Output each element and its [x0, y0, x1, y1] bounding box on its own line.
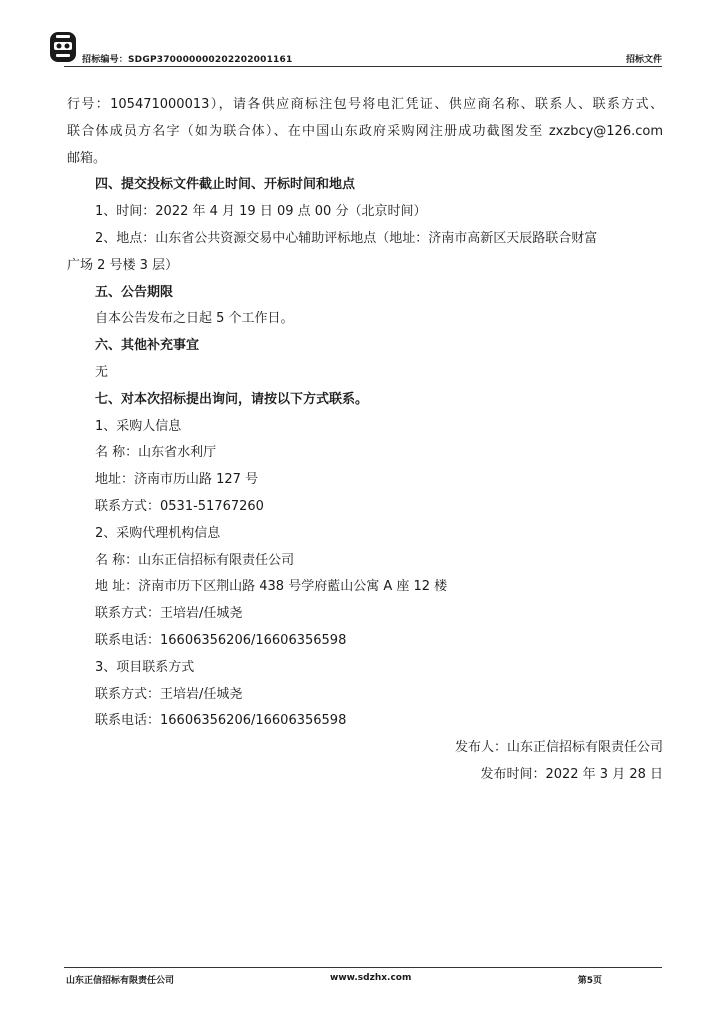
- section-heading-4: 四、提交投标文件截止时间、开标时间和地点: [95, 177, 356, 193]
- paragraph-line: 2、采购代理机构信息: [95, 525, 221, 541]
- agency-phone: 联系电话：16606356206/16606356598: [95, 632, 347, 648]
- purchaser-contact: 联系方式：0531-51767260: [95, 498, 264, 514]
- paragraph-line: 3、项目联系方式: [95, 659, 195, 675]
- agency-contact: 联系方式：王培岩/任城尧: [95, 606, 243, 622]
- page-header: [46, 30, 662, 70]
- section-heading-7: 七、对本次招标提出询问，请按以下方式联系。: [95, 391, 369, 407]
- paragraph-line: 2、地点：山东省公共资源交易中心辅助评标地点（地址：济南市高新区天辰路联合财富: [95, 230, 598, 246]
- footer-company: 山东正信招标有限责任公司: [66, 976, 175, 986]
- page-number: 第5页: [577, 976, 602, 986]
- paragraph-line: 1、时间：2022 年 4 月 19 日 09 点 00 分（北京时间）: [95, 204, 427, 220]
- section-heading-5: 五、公告期限: [95, 284, 174, 300]
- agency-name: 名 称：山东正信招标有限责任公司: [95, 552, 295, 568]
- paragraph-line: 联合体成员方名字（如为联合体）、在中国山东政府采购网注册成功截图发至 zxzbcy@126.com: [67, 123, 663, 139]
- header-divider: [64, 66, 662, 67]
- paragraph-line: 自本公告发布之日起 5 个工作日。: [95, 311, 294, 327]
- paragraph-line: 1、采购人信息: [95, 418, 182, 434]
- company-logo-icon: [48, 30, 78, 64]
- bid-number: 招标编号：SDGP370000000202202001161: [82, 55, 293, 65]
- document-body: [67, 92, 663, 789]
- paragraph-line: 邮箱。: [67, 150, 107, 166]
- section-heading-6: 六、其他补充事宜: [95, 338, 200, 354]
- project-phone: 联系电话：16606356206/16606356598: [95, 713, 347, 729]
- paragraph-line: 行号：105471000013），请各供应商标注包号将电汇凭证、供应商名称、联系人、联系方式、: [67, 97, 663, 112]
- paragraph-line: 无: [95, 364, 109, 380]
- project-contact: 联系方式：王培岩/任城尧: [95, 686, 243, 702]
- footer-website: www.sdzhx.com: [330, 973, 412, 983]
- purchaser-address: 地址：济南市历山路 127 号: [95, 472, 259, 488]
- footer-divider: [64, 967, 662, 968]
- document-type: 招标文件: [625, 55, 662, 65]
- agency-address: 地 址：济南市历下区荆山路 438 号学府藍山公寓 A 座 12 楼: [95, 579, 448, 595]
- purchaser-name: 名 称：山东省水利厅: [95, 445, 217, 461]
- paragraph-line: 广场 2 号楼 3 层）: [67, 257, 179, 273]
- publish-date: 发布时间：2022 年 3 月 28 日: [480, 766, 663, 782]
- publisher: 发布人：山东正信招标有限责任公司: [454, 740, 663, 756]
